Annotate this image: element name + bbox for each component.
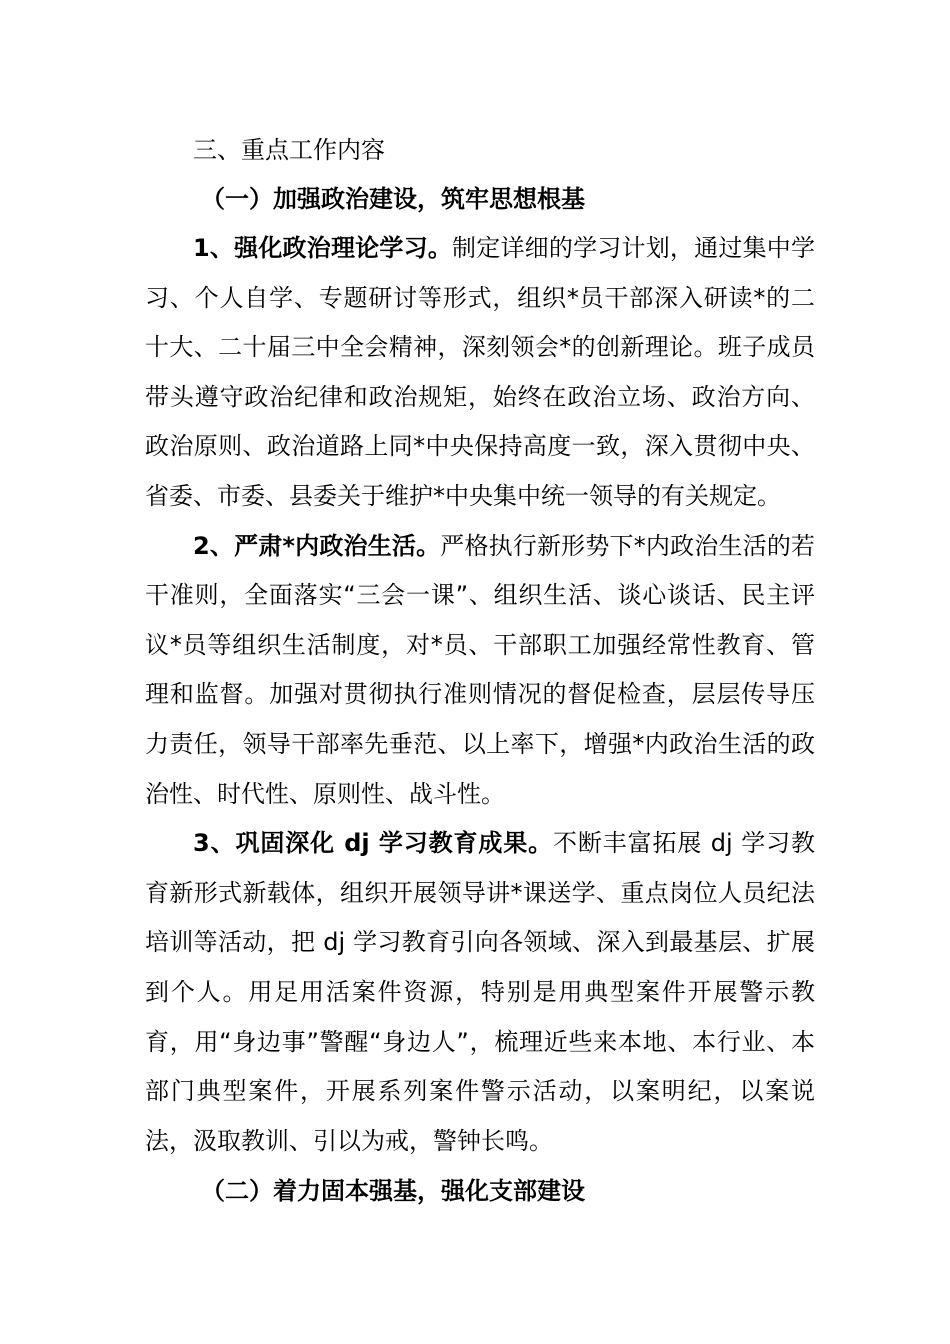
paragraph-item-1 <box>145 224 815 522</box>
paragraph-item-1-body: 制定详细的学习计划，通过集中学习、个人自学、专题研讨等形式，组织*员干部深入研读*的二十大、二十届三中全会精神，深刻领会*的创新理论。班子成员带头遵守政治纪律和政治规矩，始终在政治立场、政治方向、政治原则、政治道路上同*中央保持高度一致，深入贯彻中央、省委、市委、县委关于维护*中央集中统一领导的有关规定。 <box>145 234 815 510</box>
section-title: 三、重点工作内容 <box>193 136 385 164</box>
paragraph-item-2-body: 严格执行新形势下*内政治生活的若干准则，全面落实“三会一课”、组织生活、谈心谈话、民主评议*员等组织生活制度，对*员、干部职工加强经常性教育、管理和监督。加强对贯彻执行准则情况的督促检查，层层传导压力责任，领导干部率先垂范、以上率下，增强*内政治生活的政治性、时代性、原则性、战斗性。 <box>145 531 816 808</box>
paragraph-item-3-body: 不断丰富拓展 dj 学习教育新形式新载体，组织开展领导讲*课送学、重点岗位人员纪法培训等活动，把 dj 学习教育引向各领域、深入到最基层、扩展到个人。用足用活案件资源，特别是用典型案件开展警示教育，用“身边事”警醒“身边人”，梳理近些来本地、本行业、本部门典型案件，开展系列案件警示活动，以案明纪，以案说法，汲取教训、引以为戒，警钟长鸣。 <box>145 829 815 1155</box>
document-body <box>145 127 815 1216</box>
subsection-heading-1: （一）加强政治建设，筑牢思想根基 <box>201 185 585 213</box>
subsection-heading-2: （二）着力固本强基，强化支部建设 <box>201 1177 585 1206</box>
paragraph-item-2-lead: 2、严肃*内政治生活。 <box>193 531 441 560</box>
paragraph-item-3-lead: 3、巩固深化 dj 学习教育成果。 <box>193 829 554 858</box>
paragraph-item-3 <box>145 819 815 1166</box>
paragraph-item-2 <box>145 522 815 820</box>
paragraph-item-1-lead: 1、强化政治理论学习。 <box>193 234 453 262</box>
